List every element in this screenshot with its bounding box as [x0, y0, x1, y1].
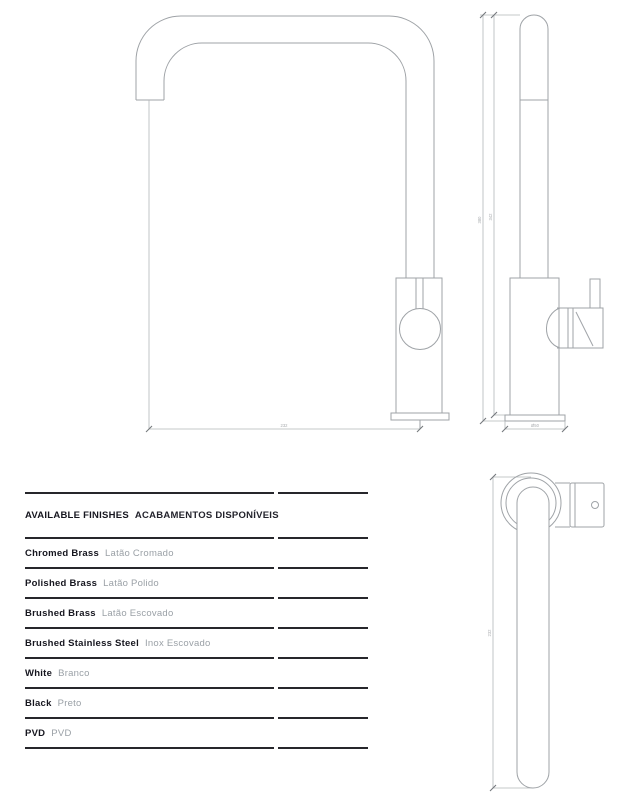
finish-name-en: Brushed Brass [25, 607, 96, 619]
faucet-side-view-drawing [475, 8, 615, 438]
side-base-dim-label: Ø50 [531, 423, 539, 428]
side-spout-column [520, 15, 548, 278]
finish-name-en: PVD [25, 727, 46, 739]
finish-name-en: Black [25, 697, 52, 709]
front-base-flange [391, 413, 449, 420]
finish-row-black [25, 689, 368, 717]
top-handle-connection [555, 483, 570, 527]
finish-name-en: Chromed Brass [25, 547, 99, 559]
side-body [510, 278, 559, 415]
finish-row-brushed-brass [25, 599, 368, 627]
finish-row-brushed-stainless-steel [25, 629, 368, 657]
finish-row-polished-brass [25, 569, 368, 597]
top-spout-tube [517, 487, 549, 788]
side-handle-dome [546, 308, 560, 348]
side-handle-joint [568, 308, 573, 348]
side-handle-diagonal [576, 312, 593, 346]
finish-name-pt: Preto [57, 697, 82, 709]
finishes-header-en: AVAILABLE FINISHES [25, 510, 129, 521]
side-handle-grip [590, 279, 600, 308]
finish-name-pt: Latão Cromado [105, 547, 174, 559]
finish-name-en: White [25, 667, 53, 679]
finish-name-pt: Branco [58, 667, 90, 679]
finish-name-pt: Inox Escovado [144, 637, 211, 649]
side-dim-ext-bottom [483, 415, 505, 421]
top-handle-screw-hole [592, 502, 599, 509]
side-handle-body [557, 308, 603, 348]
table-rule [25, 747, 368, 749]
finishes-header-row [25, 494, 368, 537]
finish-name-en: Polished Brass [25, 577, 98, 589]
finishes-table [25, 492, 368, 749]
top-dim-label: 232 [487, 629, 492, 637]
side-dim-label-total: 380 [477, 216, 482, 224]
front-knob [400, 309, 441, 350]
finish-name-en: Brushed Stainless Steel [25, 637, 139, 649]
faucet-top-view-drawing [480, 465, 620, 795]
side-base-flange [505, 415, 565, 421]
finish-row-pvd [25, 719, 368, 747]
front-spout-inner-line [164, 43, 406, 278]
finish-name-pt: Latão Polido [103, 577, 159, 589]
front-spout-outer-line [136, 16, 434, 278]
finishes-header-pt: ACABAMENTOS DISPONÍVEIS [134, 510, 279, 521]
front-handle-pin [416, 278, 423, 309]
finish-row-white [25, 659, 368, 687]
faucet-front-view-drawing [120, 8, 465, 438]
front-body [396, 278, 442, 413]
front-dim-label: 232 [280, 423, 288, 428]
finish-name-pt: PVD [51, 727, 72, 739]
finish-row-chromed-brass [25, 539, 368, 567]
side-dim-label-spout: 342 [488, 213, 493, 221]
finish-name-pt: Latão Escovado [101, 607, 174, 619]
